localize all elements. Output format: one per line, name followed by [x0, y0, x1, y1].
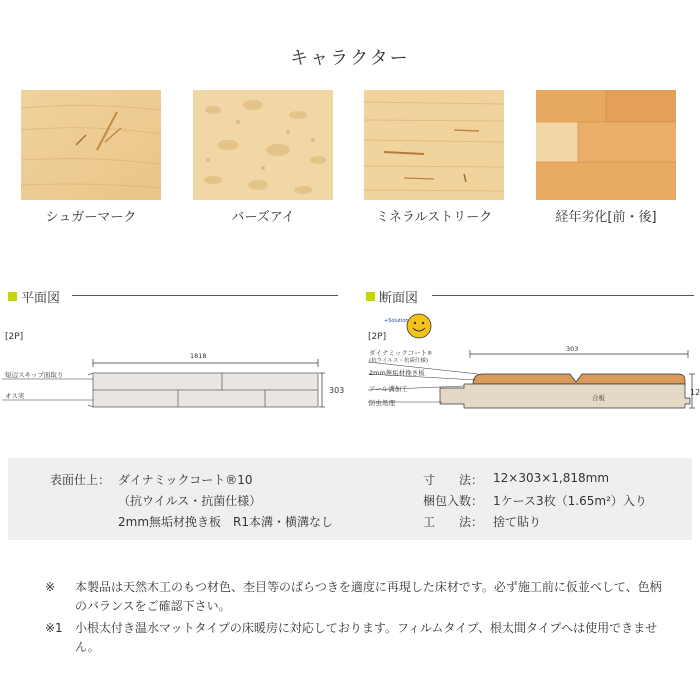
sugar-mark-swatch: [21, 90, 161, 200]
spec-size-value: 12×303×1,818mm: [493, 471, 610, 485]
note-mark: ※: [45, 580, 56, 594]
section-heading: 断面図: [366, 287, 418, 306]
section-2p-tag: [2P]: [368, 332, 387, 342]
plan-divider: [72, 295, 338, 296]
section-label-coat: ダイナミックコート®: [369, 349, 433, 357]
green-square-icon: [366, 292, 375, 301]
mineral-streak-swatch: [364, 90, 504, 200]
spec-finish-line3: 2mm無垢材挽き板 R1本溝・横溝なし: [118, 515, 333, 529]
spec-size-label: 寸 法：: [423, 473, 484, 487]
aging-swatch: [536, 90, 676, 200]
birds-eye-swatch: [193, 90, 333, 200]
solution-badge-label: +Solution: [384, 318, 409, 324]
solution-badge-icon: [398, 310, 434, 342]
spec-method-value: 捨て貼り: [493, 515, 542, 529]
plan-heading: 平面図: [8, 287, 60, 306]
section-label-veneer: 2mm無垢材挽き板: [369, 369, 425, 377]
section-divider: [432, 295, 694, 296]
caption-birds-eye: バーズアイ: [231, 210, 295, 225]
section-width-dim: 303: [566, 345, 579, 353]
spec-finish-label: 表面仕上：: [50, 473, 111, 487]
caption-mineral-streak: ミネラルストリーク: [375, 210, 493, 225]
caption-aging: 経年劣化[前・後]: [555, 210, 657, 225]
plan-width-dim: 1818: [190, 352, 207, 360]
spec-finish-line2: （抗ウイルス・抗菌仕様）: [118, 494, 262, 508]
plan-drawing: [0, 345, 345, 415]
page-title: キャラクター: [290, 48, 410, 69]
caption-sugar-mark: シュガーマーク: [45, 210, 137, 225]
section-label-plywood: 合板: [592, 394, 605, 402]
plan-2p-tag: [2P]: [5, 332, 24, 342]
spec-finish-line1: ダイナミックコート®10: [118, 473, 253, 487]
section-label-coat-note: (抗ウイルス・抗菌仕様): [369, 358, 428, 364]
section-thickness-dim: 12: [690, 388, 700, 397]
spec-method-label: 工 法：: [423, 515, 484, 529]
spec-pack-label: 梱包入数：: [423, 494, 484, 508]
note-mark: ※1: [45, 621, 63, 635]
plan-label-skip-chamfer: 短辺スキップ面取り: [5, 371, 64, 379]
section-label-groove: アール溝加工: [369, 385, 408, 393]
plan-height-dim: 303: [329, 386, 345, 395]
note-text: 本製品は天然木工のもつ材色、杢目等のばらつきを適度に再現した床材です。必ず施工前に仮並べして、色柄のバランスをご確認下さい。: [75, 580, 662, 613]
plan-label-tongue: オス実: [5, 392, 25, 400]
note-text: 小根太付き温水マットタイプの床暖房に対応しております。フィルムタイプ、根太間タイプへは使用できません。: [75, 621, 658, 654]
spec-pack-value: 1ケース3枚（1.65m²）入り: [493, 494, 647, 508]
green-square-icon: [8, 292, 17, 301]
section-label-moisture: 防虫処理: [369, 399, 395, 407]
